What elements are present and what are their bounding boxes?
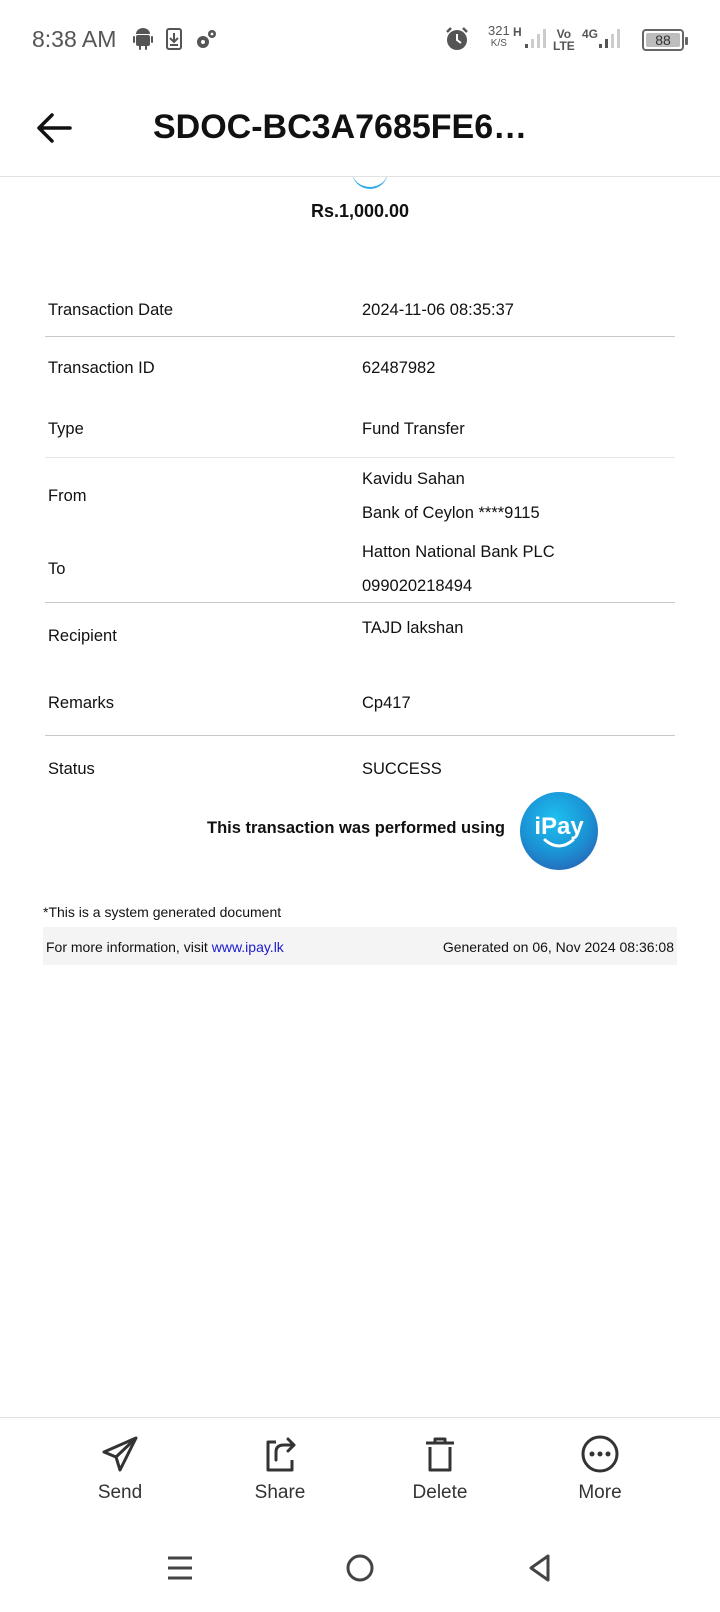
- status-label: Status: [48, 760, 95, 778]
- document-title: SDOC-BC3A7685FE6…: [153, 108, 528, 146]
- more-label: More: [578, 1482, 622, 1503]
- volte-top: Vo: [556, 27, 572, 41]
- recents-button[interactable]: [155, 1543, 205, 1593]
- transaction-id-value: 62487982: [362, 359, 436, 377]
- network-speed: [488, 24, 510, 50]
- from-name: Kavidu Sahan: [362, 470, 465, 488]
- network-type-h: H: [513, 25, 522, 39]
- trash-icon: [420, 1434, 460, 1474]
- generated-timestamp: Generated on 06, Nov 2024 08:36:08: [442, 939, 674, 955]
- send-icon: [100, 1434, 140, 1474]
- divider: [45, 735, 675, 736]
- recipient-value: TAJD lakshan: [362, 619, 464, 637]
- status-time: 8:38 AM: [32, 26, 117, 52]
- download-icon: [164, 26, 190, 52]
- system-nav-bar: [0, 1525, 720, 1612]
- back-nav-button[interactable]: [515, 1543, 565, 1593]
- send-label: Send: [97, 1482, 143, 1503]
- to-account: 099020218494: [362, 577, 473, 595]
- arrow-left-icon: [36, 112, 72, 144]
- menu-icon: [165, 1553, 195, 1583]
- footer-band: [43, 927, 677, 965]
- status-value: SUCCESS: [362, 760, 442, 778]
- alarm-icon: [444, 26, 470, 52]
- from-account: Bank of Ceylon ****9115: [362, 504, 540, 522]
- type-label: Type: [48, 420, 84, 438]
- settings-icon: [194, 26, 220, 52]
- status-circle-icon: [352, 177, 388, 189]
- signal-4g-icon: [597, 26, 623, 52]
- back-button[interactable]: [30, 104, 78, 152]
- speed-unit: K/S: [490, 38, 507, 49]
- divider: [45, 457, 675, 458]
- remarks-label: Remarks: [48, 694, 115, 712]
- battery-level: 88: [655, 32, 671, 48]
- volte-badge: [553, 28, 575, 52]
- delete-label: Delete: [412, 1482, 468, 1503]
- battery-icon: [642, 29, 684, 51]
- share-icon: [260, 1434, 300, 1474]
- share-label: Share: [254, 1482, 306, 1503]
- home-button[interactable]: [335, 1543, 385, 1593]
- divider: [45, 602, 675, 603]
- speed-value: 321: [488, 23, 510, 38]
- share-button[interactable]: [220, 1428, 340, 1518]
- remarks-value: Cp417: [362, 694, 411, 712]
- ipay-logo-text: iPay: [534, 813, 584, 840]
- triangle-back-icon: [525, 1553, 555, 1583]
- divider: [45, 336, 675, 337]
- more-icon: [580, 1434, 620, 1474]
- type-value: Fund Transfer: [362, 420, 465, 438]
- to-bank: Hatton National Bank PLC: [362, 543, 555, 561]
- performed-using-text: This transaction was performed using: [207, 819, 505, 837]
- status-bar: [0, 0, 720, 80]
- transaction-id-label: Transaction ID: [48, 359, 155, 377]
- from-label: From: [48, 487, 87, 505]
- android-icon: [132, 26, 158, 52]
- amount: Rs.1,000.00: [310, 201, 410, 221]
- volte-bottom: LTE: [553, 39, 575, 53]
- more-button[interactable]: [540, 1428, 660, 1518]
- home-circle-icon: [345, 1553, 375, 1583]
- to-label: To: [48, 560, 66, 578]
- send-button[interactable]: [60, 1428, 180, 1518]
- disclaimer: *This is a system generated document: [43, 904, 282, 920]
- transaction-date-value: 2024-11-06 08:35:37: [362, 301, 514, 319]
- network-type-4g: 4G: [582, 27, 599, 41]
- delete-button[interactable]: [380, 1428, 500, 1518]
- transaction-date-label: Transaction Date: [48, 301, 174, 319]
- footer-info: [46, 939, 284, 955]
- receipt-document: [0, 177, 720, 1417]
- recipient-label: Recipient: [48, 627, 117, 645]
- website-link[interactable]: www.ipay.lk: [211, 939, 284, 955]
- app-bar: [0, 80, 720, 177]
- signal-icon: [523, 26, 549, 52]
- ipay-logo: [520, 792, 598, 870]
- bottom-action-bar: [0, 1417, 720, 1526]
- footer-info-prefix: For more information, visit: [46, 939, 208, 955]
